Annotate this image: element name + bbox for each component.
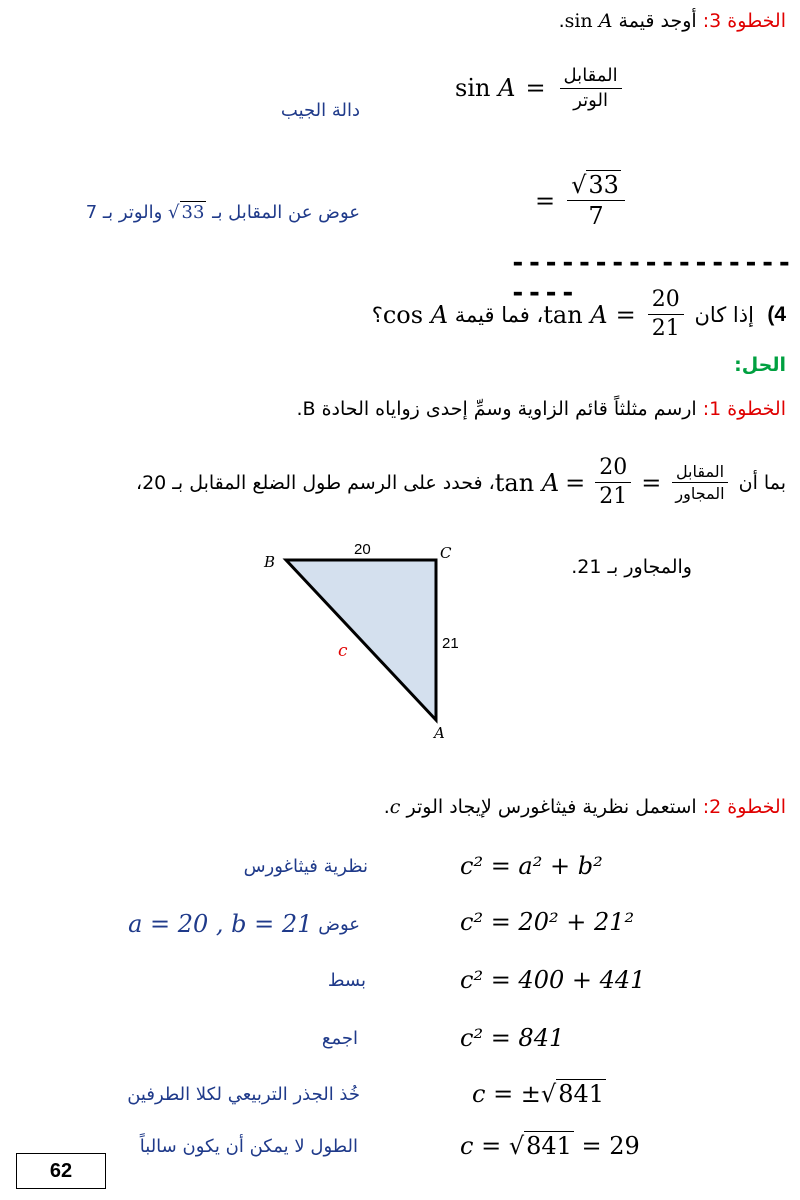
step3-fn: sin xyxy=(564,10,593,32)
vertex-c-label: C xyxy=(440,544,452,562)
pyth-eq-6-post: = 29 xyxy=(573,1132,640,1160)
sine-def-eq: = xyxy=(525,74,546,103)
sine-def-fraction xyxy=(560,66,622,111)
step1-label: الخطوة 1: xyxy=(702,398,786,420)
pyth-eq-6-sqrt: √841 xyxy=(508,1132,572,1160)
sine-def-denominator: الوتر xyxy=(573,89,608,111)
sine-sub-fraction xyxy=(567,172,625,230)
tan-word-den: المجاور xyxy=(675,484,725,504)
pyth-note-4: اجمع xyxy=(321,1028,358,1049)
tan-num: 20 xyxy=(595,456,631,483)
pyth-note-1: نظرية فيثاغورس xyxy=(243,856,368,877)
step3-text: أوجد قيمة xyxy=(618,10,697,32)
sine-sub-note xyxy=(86,202,360,223)
tan-var: A xyxy=(541,468,560,497)
pyth-eq-1: c² = a² + b² xyxy=(460,852,603,880)
triangle-shape xyxy=(286,560,436,720)
q4-fraction xyxy=(648,288,684,341)
dashed-divider: --------------------- xyxy=(510,248,794,308)
tan-word-num: المقابل xyxy=(672,463,728,484)
pyth-eq-2: c² = 20² + 21² xyxy=(460,908,635,936)
hypotenuse-label: c xyxy=(338,641,348,661)
pyth-eq-6 xyxy=(460,1132,640,1160)
step2-period: . xyxy=(383,796,390,818)
sine-sub-denominator: 7 xyxy=(588,202,604,231)
sine-def-fn: sin xyxy=(455,74,491,103)
sine-sub-sqrt: √33 xyxy=(571,171,619,199)
triangle-figure xyxy=(250,530,470,770)
sine-sub-note-sqrt: √ 33 xyxy=(168,202,205,223)
q4-fn: tan xyxy=(543,300,583,329)
tan-eq1: = xyxy=(565,468,586,497)
page-number: 62 xyxy=(16,1153,106,1189)
vertex-a-label: A xyxy=(434,724,445,742)
pyth-note-2 xyxy=(128,910,360,938)
pyth-eq-5-sqrt: √841 xyxy=(540,1080,605,1108)
pyth-eq-6-pre: c = xyxy=(460,1132,509,1160)
step1-text: ارسم مثلثاً قائم الزاوية وسمِّ إحدى زواياه الحادة B. xyxy=(296,398,697,420)
pyth-note-6: الطول لا يمكن أن يكون سالباً xyxy=(139,1136,358,1157)
vertex-b-label: B xyxy=(264,553,276,571)
q4-var2: A xyxy=(430,300,449,329)
step3-var: A xyxy=(598,10,613,32)
pyth-eq-3: c² = 400 + 441 xyxy=(460,966,646,994)
step1-heading xyxy=(296,398,786,420)
sine-sub-note-rad: 33 xyxy=(181,202,205,223)
sine-def-numerator: المقابل xyxy=(560,66,622,89)
tan-expr xyxy=(495,456,733,509)
sine-sub-eq: = xyxy=(535,186,556,215)
q4-num: 20 xyxy=(648,288,684,315)
step3-heading xyxy=(559,10,786,32)
pyth-note-2-text: عوض xyxy=(318,913,360,935)
tan-text-a: بما أن xyxy=(738,471,786,494)
pyth-note-5: خُذ الجذر التربيعي لكلا الطرفين xyxy=(127,1084,360,1105)
q4-text-b: ، فما قيمة xyxy=(454,302,544,327)
q4-var: A xyxy=(590,300,608,329)
sine-def-var: A xyxy=(498,74,516,103)
sine-sub-note-2: والوتر بـ 7 xyxy=(85,202,163,223)
sine-definition xyxy=(455,66,626,111)
step3-label: الخطوة 3: xyxy=(702,10,786,32)
pyth-eq-6-rad: 841 xyxy=(526,1132,572,1160)
pyth-note-3: بسط xyxy=(327,970,366,991)
q4-eq: = xyxy=(615,300,636,329)
question-4 xyxy=(372,288,786,341)
pyth-eq-4: c² = 841 xyxy=(460,1024,565,1052)
pyth-note-2-math: a = 20 , b = 21 xyxy=(128,910,313,938)
step2-var: c xyxy=(389,796,401,818)
tan-num-fraction xyxy=(595,456,631,509)
side-ca-label: 21 xyxy=(442,635,459,652)
q4-tan-expr xyxy=(543,288,688,341)
tan-text-b: ، فحدد على الرسم طول الضلع المقابل بـ 20، xyxy=(135,471,495,494)
step2-heading xyxy=(384,796,786,818)
pyth-eq-5 xyxy=(472,1080,606,1108)
sine-substitution xyxy=(535,172,629,230)
sine-def-note: دالة الجيب xyxy=(280,100,360,121)
tan-text-c: والمجاور بـ 21. xyxy=(571,556,692,578)
side-bc-label: 20 xyxy=(354,541,371,558)
sine-sub-radicand: 33 xyxy=(588,171,619,199)
step2-label: الخطوة 2: xyxy=(702,796,786,818)
q4-fn2: cos xyxy=(382,300,424,329)
tan-word-fraction xyxy=(671,463,728,503)
step3-period: . xyxy=(558,10,565,32)
step2-text: استعمل نظرية فيثاغورس لإيجاد الوتر xyxy=(406,796,697,818)
q4-qmark: ؟ xyxy=(371,302,383,327)
q4-text-a: إذا كان xyxy=(694,302,754,327)
tan-fn: tan xyxy=(494,468,535,497)
q4-number: 4) xyxy=(767,302,786,326)
sine-sub-note-1: عوض عن المقابل بـ xyxy=(212,202,360,223)
tan-den: 21 xyxy=(599,484,628,510)
solution-label: الحل: xyxy=(734,354,786,376)
tan-eq2: = xyxy=(641,468,662,497)
pyth-eq-5-rad: 841 xyxy=(558,1080,605,1108)
tan-explanation xyxy=(136,456,786,509)
q4-den: 21 xyxy=(651,316,680,342)
pyth-eq-5-pre: c = ± xyxy=(472,1080,541,1108)
